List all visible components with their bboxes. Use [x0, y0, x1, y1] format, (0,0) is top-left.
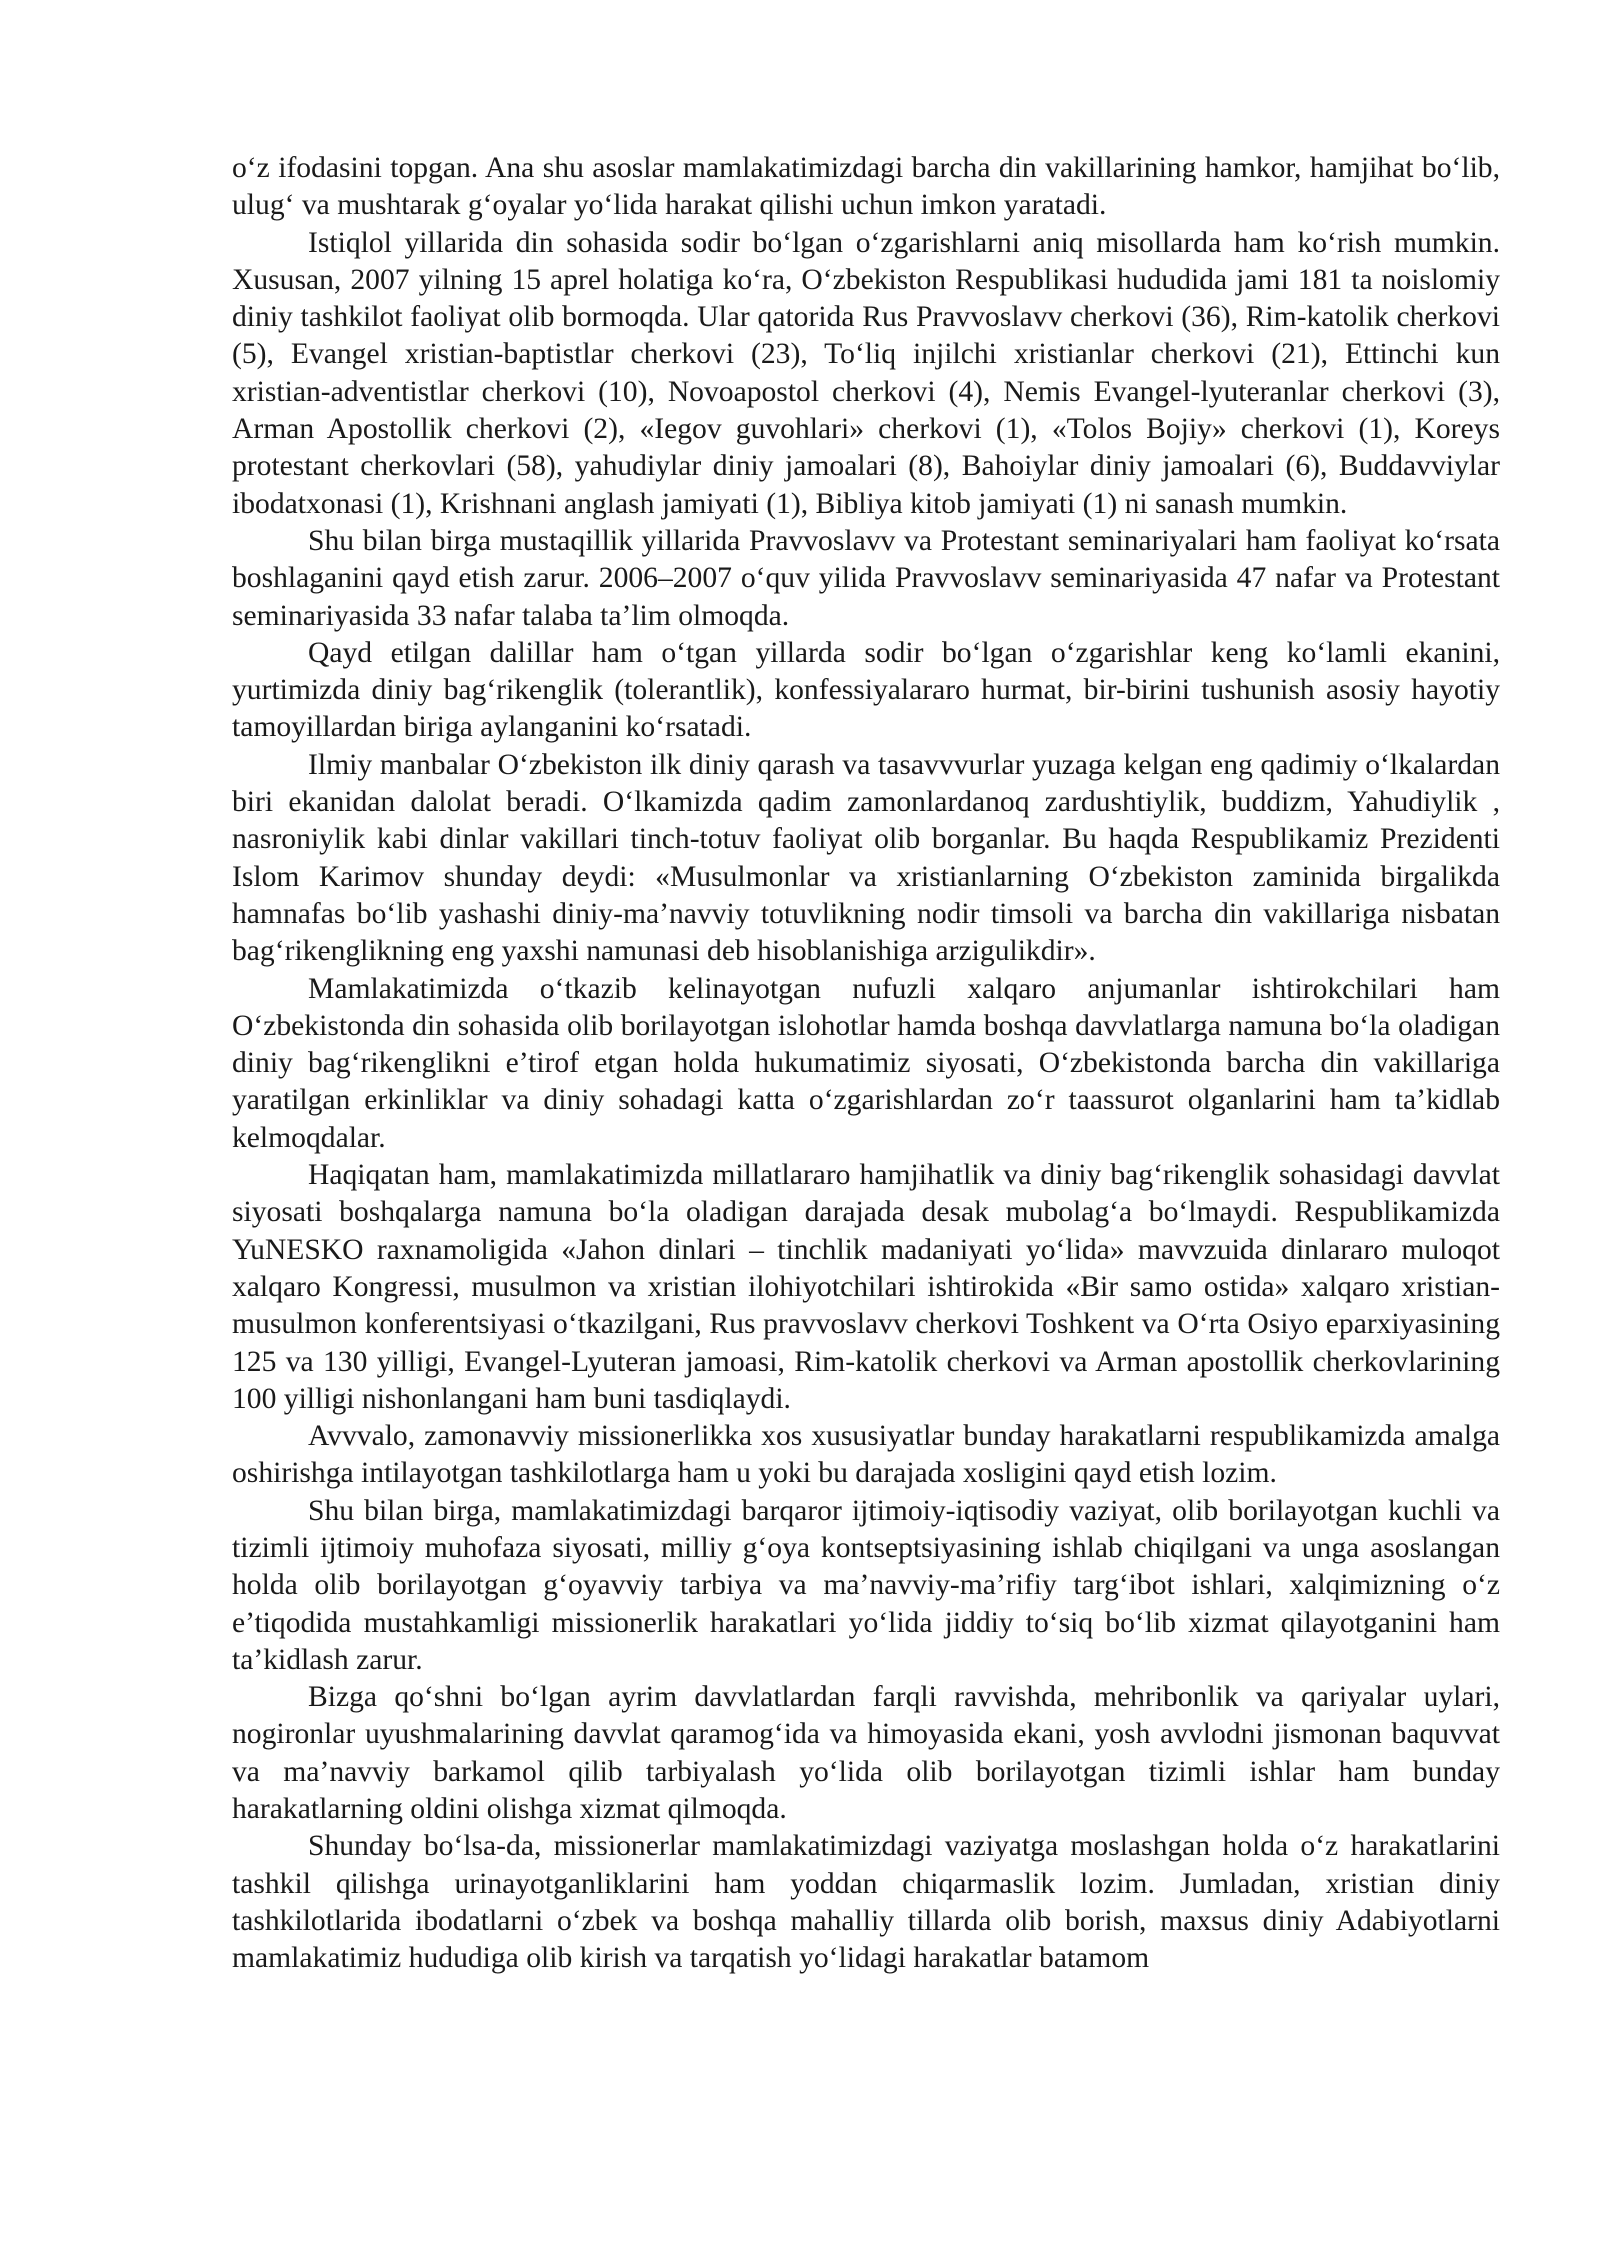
paragraph-11: Shunday bo‘lsa-da, missionerlar mamlakatimizdagi vaziyatga moslashgan holda o‘z harakatlarini tashkil qilishga urinayotganliklarini ham yoddan chiqarmaslik lozim. Jumladan, xristian diniy tashkilotlarida ibodatlarni o‘zbek va boshqa mahalliy tillarda olib borish, maxsus diniy Adabiyotlarni mamlakatimiz hududiga olib kirish va tarqatish yo‘lidagi harakatlar batamom	[232, 1830, 1500, 1975]
paragraph-2: Istiqlol yillarida din sohasida sodir bo‘lgan o‘zgarishlarni aniq misollarda ham ko‘rish mumkin. Xususan, 2007 yilning 15 aprel holatiga ko‘ra, O‘zbekiston Respublikasi hududida jami 181 ta noislomiy diniy tashkilot faoliyat olib bormoqda. Ular qatorida Rus Pravvoslavv cherkovi (36), Rim-katolik cherkovi (5), Evangel xristian-baptistlar cherkovi (23), To‘liq injilchi xristianlar cherkovi (21), Ettinchi kun xristian-adventistlar cherkovi (10), Novoapostol cherkovi (4), Nemis Evangel-lyuteranlar cherkovi (3), Arman Apostollik cherkovi (2), «Iegov guvohlari» cherkovi (1), «Tolos Bojiy» cherkovi (1), Koreys protestant cherkovlari (58), yahudiylar diniy jamoalari (8), Bahoiylar diniy jamoalari (6), Buddavviylar ibodatxonasi (1), Krishnani anglash jamiyati (1), Bibliya kitob jamiyati (1) ni sanash mumkin.	[232, 226, 1500, 520]
paragraph-6: Mamlakatimizda o‘tkazib kelinayotgan nufuzli xalqaro anjumanlar ishtirokchilari ham O‘zbekistonda din sohasida olib borilayotgan islohotlar hamda boshqa davvlatlarga namuna bo‘la oladigan diniy bag‘rikenglikni e’tirof etgan holda hukumatimiz siyosati, O‘zbekistonda barcha din vakillariga yaratilgan erkinliklar va diniy sohadagi katta o‘zgarishlardan zo‘r taassurot olganlarini ham ta’kidlab kelmoqdalar.	[232, 972, 1500, 1154]
paragraph-10: Bizga qo‘shni bo‘lgan ayrim davvlatlardan farqli ravvishda, mehribonlik va qariyalar uylari, nogironlar uyushmalarining davvlat qaramog‘ida va himoyasida ekani, yosh avvlodni jismonan baquvvat va ma’navviy barkamol qilib tarbiyalash yo‘lida olib borilayotgan tizimli ishlar ham bunday harakatlarning oldini olishga xizmat qilmoqda.	[232, 1681, 1500, 1826]
document-page	[232, 150, 1500, 1978]
paragraph-9: Shu bilan birga, mamlakatimizdagi barqaror ijtimoiy-iqtisodiy vaziyat, olib borilayotgan kuchli va tizimli ijtimoiy muhofaza siyosati, milliy g‘oya kontseptsiyasining ishlab chiqilgani va unga asoslangan holda olib borilayotgan g‘oyavviy tarbiya va ma’navviy-ma’rifiy targ‘ibot ishlari, xalqimizning o‘z e’tiqodida mustahkamligi missionerlik harakatlari yo‘lida jiddiy to‘siq bo‘lib xizmat qilayotganini ham ta’kidlash zarur.	[232, 1494, 1500, 1676]
paragraph-1: o‘z ifodasini topgan. Ana shu asoslar mamlakatimizdagi barcha din vakillarining hamkor, hamjihat bo‘lib, ulug‘ va mushtarak g‘oyalar yo‘lida harakat qilishi uchun imkon yaratadi.	[232, 152, 1500, 222]
paragraph-3: Shu bilan birga mustaqillik yillarida Pravvoslavv va Protestant seminariyalari ham faoliyat ko‘rsata boshlaganini qayd etish zarur. 2006–2007 o‘quv yilida Pravvoslavv seminariyasida 47 nafar va Protestant seminariyasida 33 nafar talaba ta’lim olmoqda.	[232, 524, 1500, 632]
paragraph-5: Ilmiy manbalar O‘zbekiston ilk diniy qarash va tasavvvurlar yuzaga kelgan eng qadimiy o‘lkalardan biri ekanidan dalolat beradi. O‘lkamizda qadim zamonlardanoq zardushtiylik, buddizm, Yahudiylik , nasroniylik kabi dinlar vakillari tinch-totuv faoliyat olib borganlar. Bu haqda Respublikamiz Prezidenti Islom Karimov shunday deydi: «Musulmonlar va xristianlarning O‘zbekiston zaminida birgalikda hamnafas bo‘lib yashashi diniy-ma’navviy totuvlikning nodir timsoli va barcha din vakillariga nisbatan bag‘rikenglikning eng yaxshi namunasi deb hisoblanishiga arzigulikdir».	[232, 748, 1500, 968]
paragraph-8: Avvvalo, zamonavviy missionerlikka xos xususiyatlar bunday harakatlarni respublikamizda amalga oshirishga intilayotgan tashkilotlarga ham u yoki bu darajada xosligini qayd etish lozim.	[232, 1420, 1500, 1490]
paragraph-4: Qayd etilgan dalillar ham o‘tgan yillarda sodir bo‘lgan o‘zgarishlar keng ko‘lamli ekanini, yurtimizda diniy bag‘rikenglik (tolerantlik), konfessiyalararo hurmat, bir-birini tushunish asosiy hayotiy tamoyillardan biriga aylanganini ko‘rsatadi.	[232, 636, 1500, 744]
paragraph-7: Haqiqatan ham, mamlakatimizda millatlararo hamjihatlik va diniy bag‘rikenglik sohasidagi davvlat siyosati boshqalarga namuna bo‘la oladigan darajada desak mubolag‘a bo‘lmaydi. Respublikamizda YuNESKO raxnamoligida «Jahon dinlari – tinchlik madaniyati yo‘lida» mavvzuida dinlararo muloqot xalqaro Kongressi, musulmon va xristian ilohiyotchilari ishtirokida «Bir samo ostida» xalqaro xristian-musulmon konferentsiyasi o‘tkazilgani, Rus pravvoslavv cherkovi Toshkent va O‘rta Osiyo eparxiyasining 125 va 130 yilligi, Evangel-Lyuteran jamoasi, Rim-katolik cherkovi va Arman apostollik cherkovlarining 100 yilligi nishonlangani ham buni tasdiqlaydi.	[232, 1159, 1500, 1415]
